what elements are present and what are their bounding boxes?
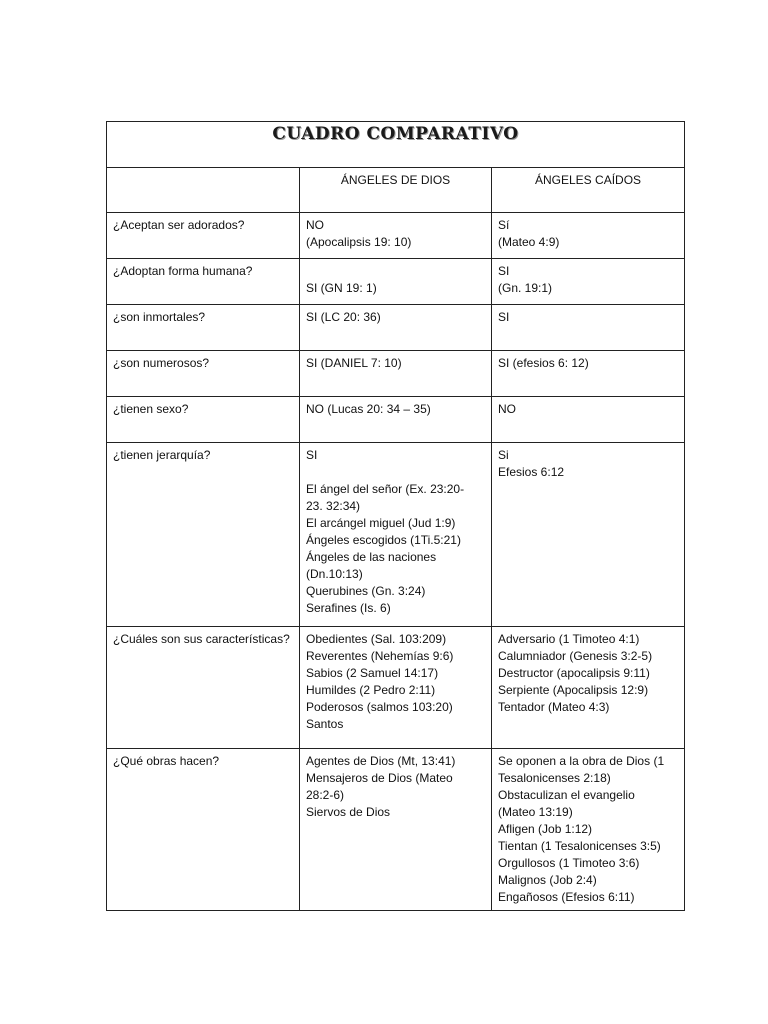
question-text: ¿Qué obras hacen? xyxy=(113,754,220,768)
angeles-caidos-cell xyxy=(492,627,685,749)
answer-line: Destructor (apocalipsis 9:11) xyxy=(498,666,650,680)
answer-line: Siervos de Dios xyxy=(306,805,391,819)
angeles-de-dios-cell xyxy=(300,305,492,351)
answer-line: NO xyxy=(498,402,516,416)
answer-line: Malignos (Job 2:4) xyxy=(498,873,597,887)
answer-line: NO (Lucas 20: 34 – 35) xyxy=(306,402,431,416)
answer-line: Serpiente (Apocalipsis 12:9) xyxy=(498,683,649,697)
answer-line: Poderosos (salmos 103:20) xyxy=(306,700,453,714)
answer-line: Ángeles escogidos (1Ti.5:21) xyxy=(306,533,461,547)
title-row xyxy=(107,122,685,168)
table-row xyxy=(107,213,685,259)
blank-line xyxy=(306,464,485,481)
question-text: ¿tienen jerarquía? xyxy=(113,448,211,462)
answer-line: SI (GN 19: 1) xyxy=(306,281,377,295)
question-cell xyxy=(107,443,300,627)
table-row xyxy=(107,351,685,397)
answer-line: El arcángel miguel (Jud 1:9) xyxy=(306,516,456,530)
answer-line: SI xyxy=(306,448,318,462)
angeles-caidos-cell xyxy=(492,213,685,259)
answer-line: Se oponen a la obra de Dios (1 xyxy=(498,754,665,768)
answer-line: Reverentes (Nehemías 9:6) xyxy=(306,649,454,663)
question-cell xyxy=(107,627,300,749)
answer-line: SI (efesios 6: 12) xyxy=(498,356,589,370)
answer-line: Tentador (Mateo 4:3) xyxy=(498,700,610,714)
question-cell xyxy=(107,397,300,443)
blank-line xyxy=(306,263,485,280)
answer-line: Sí xyxy=(498,218,510,232)
answer-line: (Mateo 13:19) xyxy=(498,805,573,819)
table-row xyxy=(107,749,685,911)
answer-line: Obedientes (Sal. 103:209) xyxy=(306,632,447,646)
angeles-de-dios-cell xyxy=(300,351,492,397)
answer-line: Calumniador (Genesis 3:2-5) xyxy=(498,649,653,663)
answer-line: Serafines (Is. 6) xyxy=(306,601,391,615)
answer-line: SI (LC 20: 36) xyxy=(306,310,381,324)
answer-line: (Mateo 4:9) xyxy=(498,235,560,249)
table-row xyxy=(107,627,685,749)
question-cell xyxy=(107,305,300,351)
angeles-de-dios-cell xyxy=(300,627,492,749)
question-cell xyxy=(107,351,300,397)
angeles-caidos-cell xyxy=(492,351,685,397)
answer-line: El ángel del señor (Ex. 23:20- xyxy=(306,482,465,496)
angeles-de-dios-cell xyxy=(300,443,492,627)
answer-line: Engañosos (Efesios 6:11) xyxy=(498,890,635,904)
answer-line: Obstaculizan el evangelio xyxy=(498,788,635,802)
question-cell xyxy=(107,213,300,259)
table-row xyxy=(107,397,685,443)
answer-line: Efesios 6:12 xyxy=(498,465,565,479)
answer-line: 28:2-6) xyxy=(306,788,345,802)
answer-line: NO xyxy=(306,218,324,232)
angeles-caidos-cell xyxy=(492,749,685,911)
answer-line: Ángeles de las naciones xyxy=(306,550,437,564)
answer-line: SI xyxy=(498,310,510,324)
answer-line: Humildes (2 Pedro 2:11) xyxy=(306,683,436,697)
angeles-de-dios-cell xyxy=(300,397,492,443)
angeles-caidos-cell xyxy=(492,259,685,305)
angeles-caidos-cell xyxy=(492,397,685,443)
answer-line: Tesalonicenses 2:18) xyxy=(498,771,611,785)
question-text: ¿son numerosos? xyxy=(113,356,210,370)
comparison-table xyxy=(106,121,685,911)
angeles-caidos-cell xyxy=(492,443,685,627)
answer-line: SI (DANIEL 7: 10) xyxy=(306,356,402,370)
answer-line: (Gn. 19:1) xyxy=(498,281,553,295)
header-empty xyxy=(107,168,300,213)
question-cell xyxy=(107,749,300,911)
answer-line: Mensajeros de Dios (Mateo xyxy=(306,771,453,785)
answer-line: Si xyxy=(498,448,509,462)
question-text: ¿son inmortales? xyxy=(113,310,206,324)
question-cell xyxy=(107,259,300,305)
answer-line: Santos xyxy=(306,717,344,731)
header-angeles-de-dios: ÁNGELES DE DIOS xyxy=(300,168,492,213)
answer-line: Afligen (Job 1:12) xyxy=(498,822,593,836)
title-cell xyxy=(107,122,685,168)
table-row xyxy=(107,443,685,627)
table-row xyxy=(107,305,685,351)
angeles-de-dios-cell xyxy=(300,749,492,911)
answer-line: (Apocalipsis 19: 10) xyxy=(306,235,412,249)
table-row xyxy=(107,259,685,305)
answer-line: 23. 32:34) xyxy=(306,499,361,513)
question-text: ¿Cuáles son sus características? xyxy=(113,632,290,646)
answer-line: Sabios (2 Samuel 14:17) xyxy=(306,666,439,680)
answer-line: (Dn.10:13) xyxy=(306,567,363,581)
answer-line: Querubines (Gn. 3:24) xyxy=(306,584,426,598)
answer-line: SI xyxy=(498,264,510,278)
question-text: ¿tienen sexo? xyxy=(113,402,189,416)
table-body xyxy=(107,213,685,911)
question-text: ¿Aceptan ser adorados? xyxy=(113,218,245,232)
answer-line: Orgullosos (1 Timoteo 3:6) xyxy=(498,856,640,870)
answer-line: Adversario (1 Timoteo 4:1) xyxy=(498,632,640,646)
question-text: ¿Adoptan forma humana? xyxy=(113,264,253,278)
angeles-de-dios-cell xyxy=(300,213,492,259)
header-row xyxy=(107,168,685,213)
table-title: CUADRO COMPARATIVO xyxy=(272,124,519,144)
angeles-caidos-cell xyxy=(492,305,685,351)
angeles-de-dios-cell xyxy=(300,259,492,305)
header-angeles-caidos: ÁNGELES CAÍDOS xyxy=(492,168,685,213)
answer-line: Agentes de Dios (Mt, 13:41) xyxy=(306,754,456,768)
answer-line: Tientan (1 Tesalonicenses 3:5) xyxy=(498,839,661,853)
